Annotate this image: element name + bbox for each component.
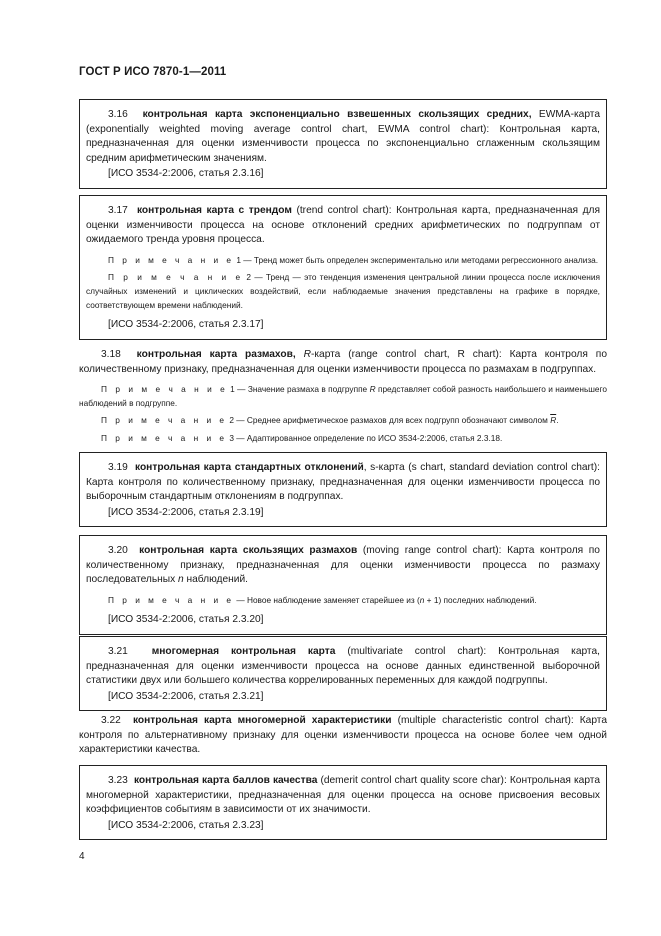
- term-note: [79, 383, 607, 410]
- term-name: контрольная карта баллов качества: [133, 775, 318, 786]
- page-number: 4: [79, 851, 85, 862]
- term-number: 3.23: [108, 775, 128, 786]
- term-note: [86, 594, 600, 608]
- note-text: — Новое наблюдение заменяет старейшее из (: [234, 594, 420, 605]
- term-number: 3.17: [108, 205, 128, 216]
- term-name: контрольная карта скользящих размахов: [139, 545, 358, 556]
- note-text: 3 — Адаптированное определение по ИСО 3534-2:2006, статья 2.3.18.: [227, 432, 503, 443]
- term-name: контрольная карта многомерной характеристики: [132, 715, 392, 726]
- term-text: EWMA-карта (exponentially weighted moving average control chart, EWMA control chart): Контрольная карта, предназначенная для оценки изменчивости процесса по экспоненциально сглаженным скользящим средним арифметическим значениям.: [86, 109, 600, 164]
- note-label: П р и м е ч а н и е: [108, 272, 244, 283]
- note-text: 2 — Среднее арифметическое размахов для всех подгрупп обозначают символом: [227, 415, 551, 426]
- term-name: контрольная карта стандартных отклонений: [135, 462, 364, 473]
- term-name: контрольная карта экспоненциально взвешенных скользящих средних,: [142, 109, 532, 120]
- term-3-21: [79, 636, 607, 711]
- note-text: + 1) последних наблюдений.: [424, 594, 537, 605]
- term-definition: [79, 348, 607, 377]
- term-definition: [86, 645, 600, 689]
- term-source: [ИСО 3534-2:2006, статья 2.3.17]: [108, 319, 264, 331]
- term-3-17: [79, 195, 607, 340]
- term-text: (trend control chart): Контрольная карта, предназначенная для оценки изменчивости процесса на основе отклонений средних арифметических по подгруппам от ожидаемого тренда уровня процесса.: [86, 205, 600, 246]
- term-definition: [86, 544, 600, 588]
- term-3-22: [79, 714, 607, 758]
- term-definition: [86, 108, 600, 166]
- term-name: многомерная контрольная карта: [151, 646, 336, 657]
- term-number: 3.21: [108, 646, 128, 657]
- term-symbol: R: [303, 349, 311, 360]
- term-definition: [86, 461, 600, 505]
- term-note: [86, 254, 600, 268]
- term-name: контрольная карта с трендом: [136, 205, 292, 216]
- term-text: (moving range control chart): Карта контроля по количественному признаку, предназначенная для оценки изменчивости процесса по размаху последовательных: [86, 545, 600, 586]
- note-text: 2 — Тренд — это тенденция изменения центральной линии процесса после исключения случайных изменений и циклических воздействий, если наблюдаемые значения представлены на графике в порядке, соответствующем времени наблюдений.: [86, 272, 600, 310]
- note-label: П р и м е ч а н и е: [101, 432, 228, 443]
- term-3-16: [79, 99, 607, 189]
- term-definition: [79, 714, 607, 758]
- term-3-18: [79, 348, 607, 446]
- note-text: 1 — Значение размаха в подгруппе: [227, 384, 370, 395]
- term-3-20: [79, 535, 607, 635]
- term-source: [ИСО 3534-2:2006, статья 2.3.20]: [108, 614, 264, 626]
- term-definition: [86, 774, 600, 818]
- term-note: [79, 432, 607, 446]
- term-number: 3.22: [101, 715, 121, 726]
- term-text: , s-карта (s chart, standard deviation control chart): Карта контроля по количественному признаку, предназначенная для оценки изменчивости процесса по выборочным стандартным отклонениям в подгруппах.: [86, 462, 600, 503]
- note-symbol: n: [419, 594, 425, 605]
- term-text: (multiple characteristic control chart): Карта контроля по альтернативному признаку для оценки изменчивости процесса на основе более чем одной характеристики качества.: [79, 715, 607, 756]
- term-source: [ИСО 3534-2:2006, статья 2.3.16]: [108, 168, 264, 180]
- note-label: П р и м е ч а н и е: [108, 594, 235, 605]
- term-definition: [86, 204, 600, 248]
- term-text: (multivariate control chart): Контрольная карта, предназначенная для оценки изменчивости процесса на основе данных единственной выборочной статистики двух или большего количества коррелированных переменных для каждой подгруппы.: [86, 646, 600, 687]
- term-symbol: n: [178, 574, 184, 586]
- note-text: .: [556, 415, 559, 426]
- term-number: 3.20: [108, 545, 128, 556]
- term-number: 3.18: [101, 349, 121, 360]
- term-text: наблюдений.: [183, 574, 248, 586]
- note-text: представляет собой разность наибольшего и наименьшего наблюдений в подгруппе.: [79, 384, 607, 408]
- term-name: контрольная карта размахов,: [136, 349, 296, 360]
- term-source: [ИСО 3534-2:2006, статья 2.3.19]: [108, 506, 264, 518]
- term-source: [ИСО 3534-2:2006, статья 2.3.23]: [108, 819, 264, 831]
- term-text: [296, 349, 304, 360]
- term-text: (demerit control chart quality score char): Контрольная карта многомерной характеристики, предназначенная для оценки процесса на основе присвоения весовых коэффициентов событиям в зависимости от их значимости.: [86, 775, 600, 816]
- term-number: 3.19: [108, 462, 128, 473]
- note-label: П р и м е ч а н и е: [108, 254, 235, 265]
- note-text: 1 — Тренд может быть определен экспериментально или методами регрессионного анализа.: [234, 254, 599, 265]
- term-3-23: [79, 765, 607, 840]
- note-symbol: $\overline{R}$: [550, 415, 557, 426]
- note-symbol: R: [369, 384, 376, 395]
- note-label: П р и м е ч а н и е: [101, 415, 228, 426]
- note-label: П р и м е ч а н и е: [101, 384, 228, 395]
- term-source: [ИСО 3534-2:2006, статья 2.3.21]: [108, 690, 264, 702]
- term-3-19: [79, 452, 607, 527]
- term-note: [79, 414, 607, 428]
- term-note: [86, 271, 600, 312]
- term-number: 3.16: [108, 109, 128, 120]
- term-text: -карта (range control chart, R chart): Карта контроля по количественному признаку, предназначенная для оценки изменчивости процесса по размахам в подгруппах.: [79, 349, 607, 375]
- page-header-title: ГОСТ Р ИСО 7870-1—2011: [79, 66, 227, 78]
